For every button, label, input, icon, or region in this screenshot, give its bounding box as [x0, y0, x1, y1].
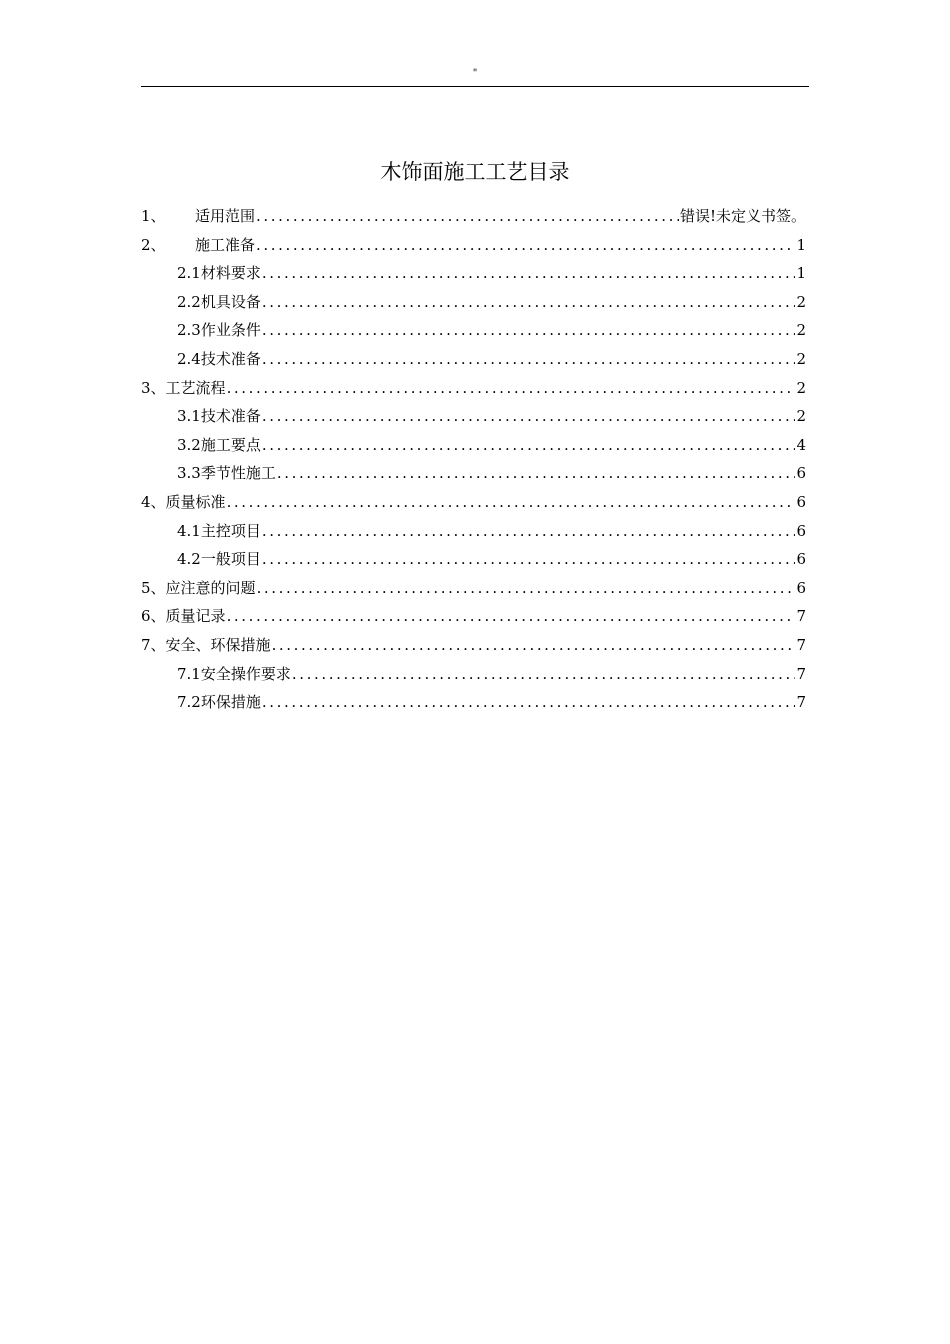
toc-entry-label: 作业条件 — [200, 321, 261, 340]
toc-dot-leader — [262, 259, 796, 288]
toc-entry-label: 机具设备 — [200, 292, 261, 311]
toc-entry[interactable] — [141, 688, 809, 717]
toc-dot-leader — [227, 374, 796, 403]
toc-entry-number: 2.3 — [177, 321, 201, 340]
toc-entry-page: 1 — [796, 235, 806, 254]
toc-dot-leader — [227, 488, 796, 517]
toc-entry[interactable] — [141, 316, 809, 345]
toc-entry-label: 安全操作要求 — [200, 664, 291, 683]
toc-dot-leader — [256, 202, 679, 231]
document-title: 木饰面施工工艺目录 — [380, 160, 570, 184]
toc-entry-number: 7.2 — [177, 693, 201, 712]
toc-entry[interactable] — [141, 602, 809, 631]
toc-entry[interactable] — [141, 631, 809, 660]
toc-entry-number: 3.1 — [177, 407, 201, 426]
toc-dot-leader — [262, 517, 796, 546]
toc-entry-page: 6 — [796, 521, 806, 540]
toc-entry-page: 4 — [796, 435, 806, 454]
header-rule — [141, 86, 809, 87]
toc-entry-label: 应注意的问题 — [165, 578, 256, 597]
toc-entry-label: 技术准备 — [200, 349, 261, 368]
toc-dot-leader — [262, 402, 796, 431]
toc-entry-number: 4.1 — [177, 521, 201, 540]
toc-entry[interactable] — [141, 545, 809, 574]
toc-entry-label: 主控项目 — [200, 521, 261, 540]
toc-dot-leader — [272, 631, 796, 660]
toc-entry-page: 7 — [796, 693, 806, 712]
toc-entry-number: 1、 — [141, 207, 166, 225]
toc-entry-label: 质量标准 — [165, 492, 226, 511]
toc-entry-page: 6 — [796, 464, 806, 483]
toc-entry-page: 6 — [796, 492, 806, 511]
page-header-mark: " — [472, 68, 478, 79]
toc-entry-number: 4、 — [141, 492, 166, 511]
toc-entry-number: 2.1 — [177, 264, 201, 283]
toc-dot-leader — [257, 574, 796, 603]
toc-entry-label: 适用范围 — [195, 207, 256, 225]
toc-entry-page: 2 — [796, 292, 806, 311]
toc-dot-leader — [262, 688, 796, 717]
toc-entry[interactable] — [141, 660, 809, 689]
toc-entry-number: 3、 — [141, 378, 166, 397]
toc-entry-page: 1 — [796, 264, 806, 283]
toc-entry-page: 2 — [796, 349, 806, 368]
toc-entry-page: 2 — [796, 378, 806, 397]
toc-entry-number: 2、 — [141, 235, 166, 254]
toc-dot-leader — [292, 660, 796, 689]
toc-entry-page: 7 — [796, 635, 806, 654]
toc-entry[interactable] — [141, 574, 809, 603]
toc-entry[interactable] — [141, 259, 809, 288]
toc-dot-leader — [262, 545, 796, 574]
toc-entry-page: 6 — [796, 578, 806, 597]
toc-entry-page: 2 — [796, 407, 806, 426]
toc-dot-leader — [227, 602, 796, 631]
toc-entry[interactable] — [141, 202, 809, 231]
toc-entry-number: 7、 — [141, 635, 166, 654]
toc-entry-label: 质量记录 — [165, 607, 226, 626]
toc-entry-label: 工艺流程 — [165, 378, 226, 397]
toc-entry-number: 3.3 — [177, 464, 201, 483]
toc-entry-number: 5、 — [141, 578, 166, 597]
toc-entry-label: 安全、环保措施 — [165, 635, 271, 654]
toc-entry-number: 2.4 — [177, 349, 201, 368]
toc-entry-label: 一般项目 — [200, 550, 261, 569]
toc-dot-leader — [256, 231, 795, 260]
toc-entry-number: 4.2 — [177, 550, 201, 569]
toc-entry-page: 6 — [796, 550, 806, 569]
toc-entry-label: 季节性施工 — [200, 464, 276, 483]
toc-dot-leader — [262, 288, 796, 317]
toc-entry[interactable] — [141, 459, 809, 488]
toc-entry[interactable] — [141, 488, 809, 517]
toc-entry-label: 环保措施 — [200, 693, 261, 712]
toc-entry-number: 6、 — [141, 607, 166, 626]
toc-dot-leader — [277, 459, 796, 488]
toc-entry[interactable] — [141, 288, 809, 317]
toc-entry[interactable] — [141, 402, 809, 431]
toc-entry-number: 2.2 — [177, 292, 201, 311]
toc-entry-page: 7 — [796, 664, 806, 683]
toc-entry-number: 7.1 — [177, 664, 201, 683]
toc-entry-page: 错误!未定义书签。 — [679, 207, 806, 225]
toc-entry-label: 施工准备 — [195, 235, 256, 254]
toc-dot-leader — [262, 345, 796, 374]
toc-entry-page: 7 — [796, 607, 806, 626]
toc-entry-label: 施工要点 — [200, 435, 261, 454]
table-of-contents — [141, 202, 809, 717]
toc-entry[interactable] — [141, 374, 809, 403]
toc-entry[interactable] — [141, 345, 809, 374]
toc-dot-leader — [262, 431, 796, 460]
toc-entry-label: 技术准备 — [200, 407, 261, 426]
toc-entry-label: 材料要求 — [200, 264, 261, 283]
toc-entry[interactable] — [141, 431, 809, 460]
toc-entry[interactable] — [141, 517, 809, 546]
toc-entry-page: 2 — [796, 321, 806, 340]
toc-dot-leader — [262, 316, 796, 345]
toc-entry-number: 3.2 — [177, 435, 201, 454]
toc-entry[interactable] — [141, 231, 809, 260]
